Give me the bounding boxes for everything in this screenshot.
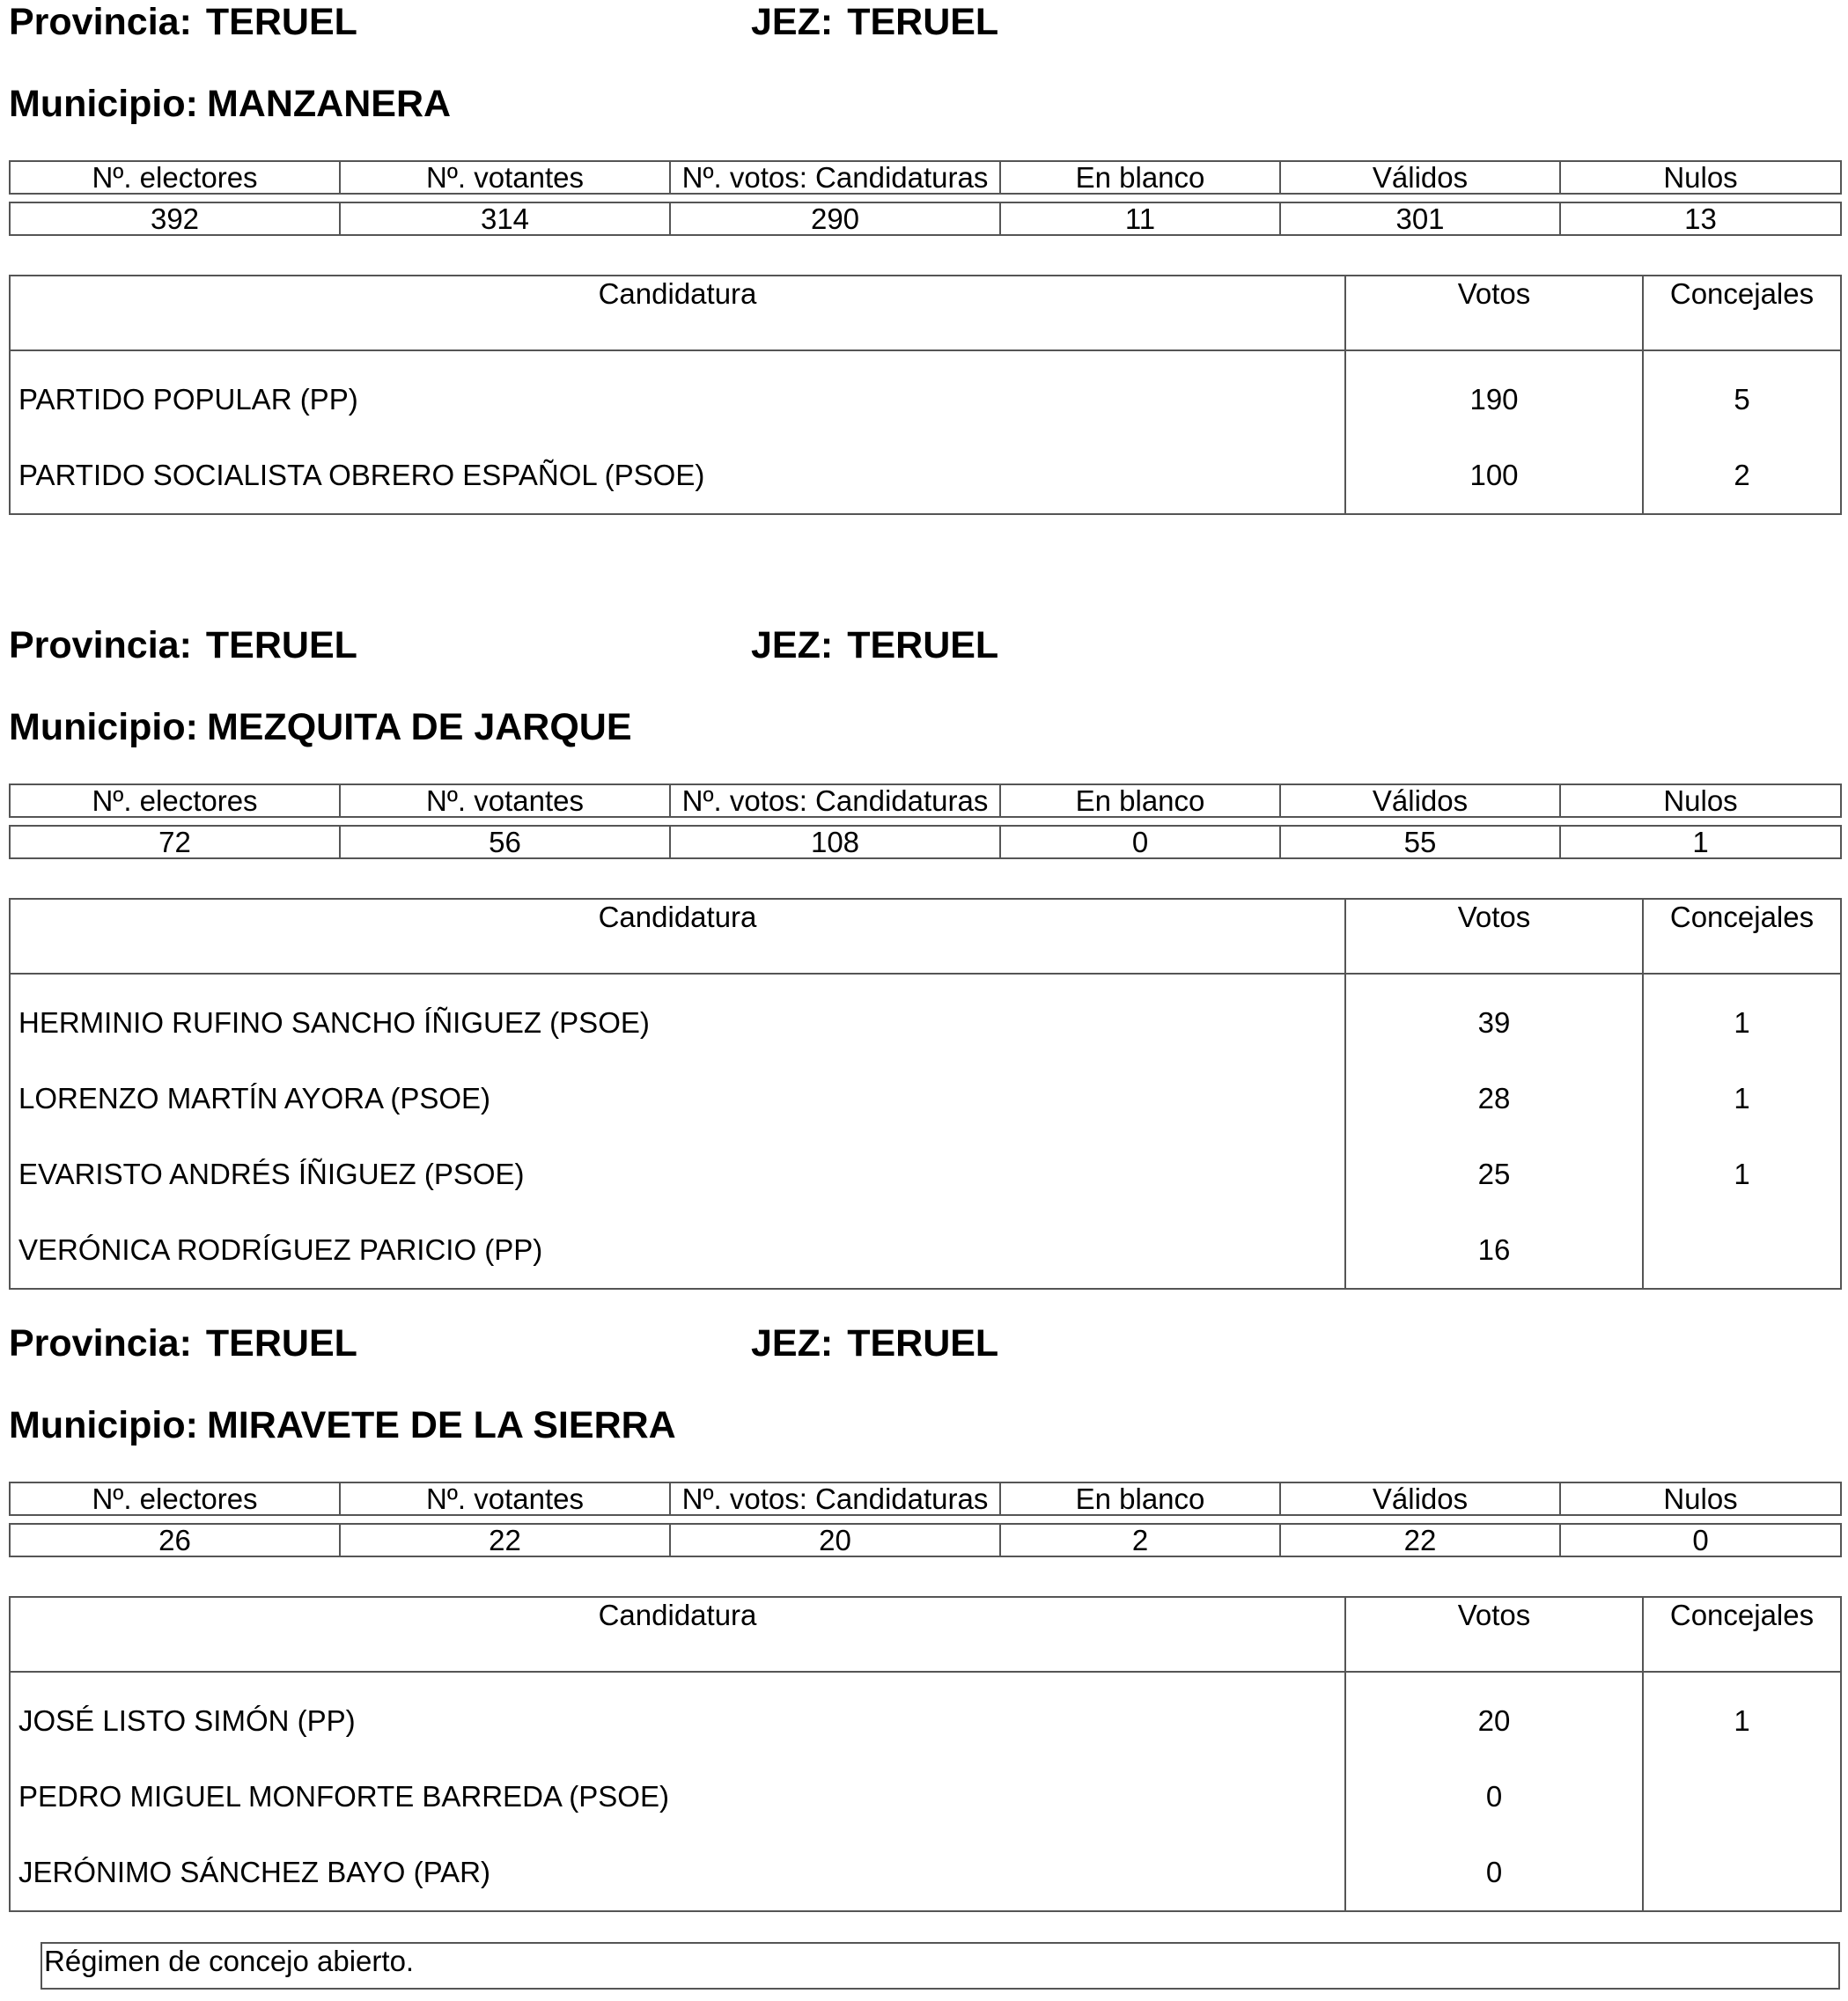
candidate-name: EVARISTO ANDRÉS ÍÑIGUEZ (PSOE) — [10, 1137, 1345, 1212]
candidate-concejales: 1 — [1734, 1158, 1750, 1190]
value-nulos: 1 — [1560, 826, 1841, 858]
table-row — [10, 974, 1841, 1061]
candidate-concejales: 1 — [1734, 1082, 1750, 1115]
header-electores: Nº. electores — [10, 161, 340, 194]
header-en-blanco: En blanco — [1000, 784, 1280, 817]
value-en-blanco: 2 — [1000, 1524, 1280, 1556]
candidate-votos: 190 — [1345, 350, 1643, 438]
provincia-label: Provincia: — [9, 624, 192, 666]
summary-values-row — [10, 826, 1841, 858]
candidates-table — [9, 898, 1842, 1290]
jez-heading — [751, 623, 998, 667]
regimen-note: Régimen de concejo abierto. — [40, 1942, 1840, 1990]
header-nulos: Nulos — [1560, 1482, 1841, 1515]
summary-table — [9, 783, 1842, 859]
header-votos: Votos — [1345, 1597, 1643, 1672]
header-electores: Nº. electores — [10, 1482, 340, 1515]
candidates-header-row — [10, 276, 1841, 350]
candidate-votos: 0 — [1345, 1835, 1643, 1911]
header-en-blanco: En blanco — [1000, 161, 1280, 194]
candidate-votos: 100 — [1345, 438, 1643, 514]
provincia-label: Provincia: — [9, 1322, 192, 1365]
value-electores: 72 — [10, 826, 340, 858]
summary-header-row — [10, 784, 1841, 817]
value-nulos: 0 — [1560, 1524, 1841, 1556]
value-en-blanco: 0 — [1000, 826, 1280, 858]
header-validos: Válidos — [1280, 161, 1560, 194]
candidate-concejales — [1643, 1759, 1841, 1835]
header-votos-candidaturas: Nº. votos: Candidaturas — [670, 161, 1000, 194]
jez-label: JEZ: — [751, 624, 834, 666]
value-en-blanco: 11 — [1000, 202, 1280, 235]
header-concejales: Concejales — [1643, 899, 1841, 974]
candidate-votos: 0 — [1345, 1759, 1643, 1835]
value-votantes: 56 — [340, 826, 670, 858]
summary-header-row — [10, 1482, 1841, 1515]
jez-value: TERUEL — [847, 1322, 999, 1365]
table-row — [10, 1835, 1841, 1911]
header-votantes: Nº. votantes — [340, 784, 670, 817]
value-votantes: 22 — [340, 1524, 670, 1556]
header-concejales: Concejales — [1643, 1597, 1841, 1672]
candidate-name: PARTIDO POPULAR (PP) — [10, 350, 1345, 438]
header-votos-candidaturas: Nº. votos: Candidaturas — [670, 784, 1000, 817]
candidate-name: PEDRO MIGUEL MONFORTE BARREDA (PSOE) — [10, 1759, 1345, 1835]
table-row — [10, 1672, 1841, 1759]
candidate-votos: 39 — [1345, 974, 1643, 1061]
header-nulos: Nulos — [1560, 784, 1841, 817]
value-votantes: 314 — [340, 202, 670, 235]
value-electores: 26 — [10, 1524, 340, 1556]
summary-table — [9, 1482, 1842, 1557]
header-electores: Nº. electores — [10, 784, 340, 817]
value-validos: 55 — [1280, 826, 1560, 858]
municipio-heading — [9, 1403, 676, 1447]
municipio-value: MIRAVETE DE LA SIERRA — [206, 1404, 676, 1446]
jez-value: TERUEL — [847, 1, 999, 43]
table-row — [10, 1137, 1841, 1212]
header-votos: Votos — [1345, 899, 1643, 974]
jez-heading — [751, 1321, 998, 1365]
summary-values-row — [10, 202, 1841, 235]
table-row — [10, 1212, 1841, 1289]
table-row — [10, 350, 1841, 438]
provincia-heading — [9, 1321, 357, 1365]
table-row — [10, 1061, 1841, 1137]
candidate-name: VERÓNICA RODRÍGUEZ PARICIO (PP) — [10, 1212, 1345, 1289]
header-candidatura: Candidatura — [10, 1597, 1345, 1672]
header-concejales: Concejales — [1643, 276, 1841, 350]
provincia-value: TERUEL — [205, 1322, 357, 1365]
value-votos-candidaturas: 108 — [670, 826, 1000, 858]
candidate-votos: 28 — [1345, 1061, 1643, 1137]
value-validos: 301 — [1280, 202, 1560, 235]
municipio-value: MANZANERA — [206, 83, 452, 125]
header-candidatura: Candidatura — [10, 899, 1345, 974]
candidate-votos: 25 — [1345, 1137, 1643, 1212]
candidate-name: JOSÉ LISTO SIMÓN (PP) — [10, 1672, 1345, 1759]
provincia-heading — [9, 623, 357, 667]
candidate-name: PARTIDO SOCIALISTA OBRERO ESPAÑOL (PSOE) — [10, 438, 1345, 514]
municipio-label: Municipio: — [9, 83, 198, 125]
header-votantes: Nº. votantes — [340, 161, 670, 194]
value-votos-candidaturas: 290 — [670, 202, 1000, 235]
provincia-label: Provincia: — [9, 1, 192, 43]
provincia-value: TERUEL — [205, 624, 357, 666]
header-votos: Votos — [1345, 276, 1643, 350]
candidate-concejales: 5 — [1734, 383, 1750, 416]
candidate-name: LORENZO MARTÍN AYORA (PSOE) — [10, 1061, 1345, 1137]
municipio-value: MEZQUITA DE JARQUE — [206, 706, 632, 748]
municipio-heading — [9, 82, 451, 126]
header-candidatura: Candidatura — [10, 276, 1345, 350]
municipio-heading — [9, 705, 632, 749]
candidate-concejales: 1 — [1734, 1704, 1750, 1737]
header-validos: Válidos — [1280, 1482, 1560, 1515]
municipio-label: Municipio: — [9, 706, 198, 748]
summary-values-row — [10, 1524, 1841, 1556]
candidate-votos: 20 — [1345, 1672, 1643, 1759]
provincia-value: TERUEL — [205, 1, 357, 43]
header-validos: Válidos — [1280, 784, 1560, 817]
candidates-table — [9, 1596, 1842, 1912]
table-row — [10, 438, 1841, 514]
header-nulos: Nulos — [1560, 161, 1841, 194]
candidate-concejales — [1643, 1835, 1841, 1911]
candidate-concejales: 2 — [1734, 459, 1750, 491]
candidate-name: HERMINIO RUFINO SANCHO ÍÑIGUEZ (PSOE) — [10, 974, 1345, 1061]
jez-value: TERUEL — [847, 624, 999, 666]
jez-label: JEZ: — [751, 1322, 834, 1365]
jez-heading — [751, 0, 998, 44]
value-nulos: 13 — [1560, 202, 1841, 235]
candidates-table — [9, 275, 1842, 515]
candidate-concejales — [1643, 1212, 1841, 1289]
header-votos-candidaturas: Nº. votos: Candidaturas — [670, 1482, 1000, 1515]
summary-table — [9, 160, 1842, 236]
candidate-concejales: 1 — [1734, 1006, 1750, 1039]
header-en-blanco: En blanco — [1000, 1482, 1280, 1515]
candidate-name: JERÓNIMO SÁNCHEZ BAYO (PAR) — [10, 1835, 1345, 1911]
table-row — [10, 1759, 1841, 1835]
value-validos: 22 — [1280, 1524, 1560, 1556]
municipio-label: Municipio: — [9, 1404, 198, 1446]
provincia-heading — [9, 0, 357, 44]
candidates-header-row — [10, 899, 1841, 974]
value-votos-candidaturas: 20 — [670, 1524, 1000, 1556]
header-votantes: Nº. votantes — [340, 1482, 670, 1515]
summary-header-row — [10, 161, 1841, 194]
candidate-votos: 16 — [1345, 1212, 1643, 1289]
jez-label: JEZ: — [751, 1, 834, 43]
value-electores: 392 — [10, 202, 340, 235]
candidates-header-row — [10, 1597, 1841, 1672]
